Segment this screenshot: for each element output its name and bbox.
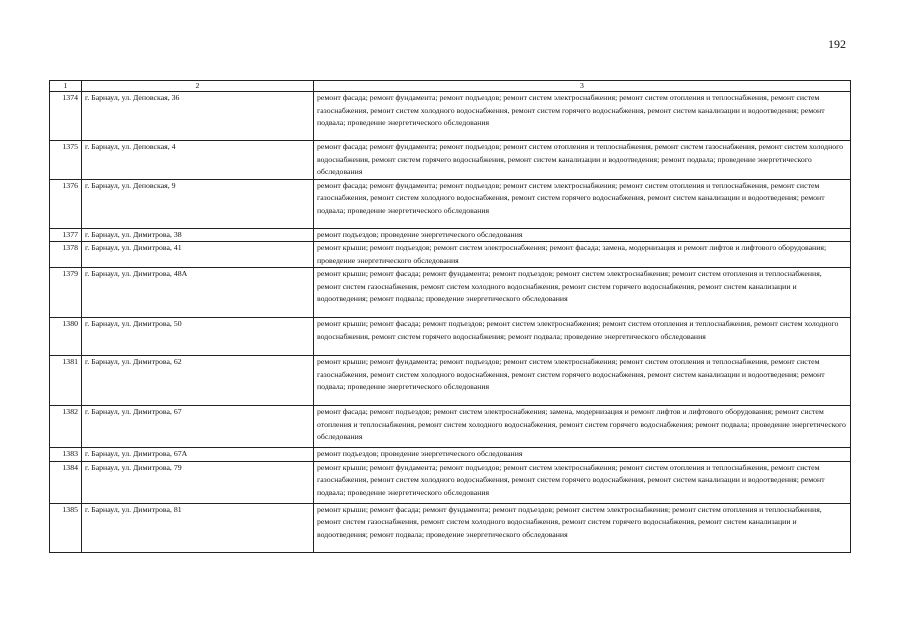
table-row [50,141,851,180]
row-works-cell: ремонт крыши; ремонт фасада; ремонт фундамента; ремонт подъездов; ремонт систем электроснабжения; ремонт систем отопления и теплоснабжения, ремонт систем газоснабжения, ремонт систем холодного водоснабжения, ремонт систем горячего водоснабжения, ремонт систем канализации и водоотведения; ремонт подвала; проведение энергетического обследования [314,268,851,318]
row-number-cell: 1375 [50,141,82,180]
table-row [50,448,851,462]
table-row [50,242,851,268]
row-address-cell: г. Барнаул, ул. Димитрова, 41 [82,242,314,268]
row-address-cell: г. Барнаул, ул. Димитрова, 48А [82,268,314,318]
row-number-cell: 1379 [50,268,82,318]
row-number-cell: 1382 [50,406,82,448]
row-works-cell: ремонт фасада; ремонт подъездов; ремонт систем электроснабжения; замена, модернизация и ремонт лифтов и лифтового оборудования; ремонт систем отопления и теплоснабжения, ремонт систем холодного водоснабжения, ремонт систем горячего водоснабжения; ремонт подвала; проведение энергетического обследования [314,406,851,448]
row-number-cell: 1381 [50,356,82,406]
row-address-cell: г. Барнаул, ул. Деповская, 4 [82,141,314,180]
table-header-row [50,81,851,92]
table-row [50,406,851,448]
header-cell-address: 2 [82,81,314,92]
row-address-cell: г. Барнаул, ул. Димитрова, 62 [82,356,314,406]
row-works-cell: ремонт подъездов; проведение энергетического обследования [314,448,851,462]
table-row [50,503,851,552]
row-address-cell: г. Барнаул, ул. Димитрова, 81 [82,503,314,552]
table-body [50,81,851,553]
row-number-cell: 1383 [50,448,82,462]
row-address-cell: г. Барнаул, ул. Деповская, 9 [82,179,314,228]
table-row [50,179,851,228]
row-address-cell: г. Барнаул, ул. Димитрова, 67А [82,448,314,462]
row-number-cell: 1377 [50,228,82,242]
header-cell-number: 1 [50,81,82,92]
row-number-cell: 1385 [50,503,82,552]
row-address-cell: г. Барнаул, ул. Димитрова, 38 [82,228,314,242]
row-works-cell: ремонт крыши; ремонт фасада; ремонт подъездов; ремонт систем электроснабжения; ремонт систем отопления и теплоснабжения, ремонт систем холодного водоснабжения, ремонт систем горячего водоснабжения; ремонт подвала; проведение энергетического обследования [314,318,851,356]
row-works-cell: ремонт крыши; ремонт подъездов; ремонт систем электроснабжения; ремонт фасада; замена, модернизация и ремонт лифтов и лифтового оборудования; проведение энергетического обследования [314,242,851,268]
row-address-cell: г. Барнаул, ул. Димитрова, 67 [82,406,314,448]
row-works-cell: ремонт крыши; ремонт фундамента; ремонт подъездов; ремонт систем электроснабжения; ремонт систем отопления и теплоснабжения, ремонт систем газоснабжения, ремонт систем холодного водоснабжения, ремонт систем горячего водоснабжения, ремонт систем канализации и водоотведения; ремонт подвала; проведение энергетического обследования [314,461,851,503]
table-row [50,318,851,356]
row-number-cell: 1380 [50,318,82,356]
table-row [50,461,851,503]
row-number-cell: 1374 [50,92,82,141]
row-works-cell: ремонт крыши; ремонт фундамента; ремонт подъездов; ремонт систем электроснабжения; ремонт систем отопления и теплоснабжения, ремонт систем газоснабжения, ремонт систем холодного водоснабжения, ремонт систем горячего водоснабжения, ремонт систем канализации и водоотведения; ремонт подвала; проведение энергетического обследования [314,356,851,406]
header-cell-works: 3 [314,81,851,92]
table-row [50,356,851,406]
row-works-cell: ремонт фасада; ремонт фундамента; ремонт подъездов; ремонт систем электроснабжения; ремонт систем отопления и теплоснабжения, ремонт систем газоснабжения, ремонт систем холодного водоснабжения, ремонт систем горячего водоснабжения, ремонт систем канализации и водоотведения; ремонт подвала; проведение энергетического обследования [314,92,851,141]
row-number-cell: 1384 [50,461,82,503]
row-number-cell: 1376 [50,179,82,228]
housing-repair-table [49,80,851,553]
table-row [50,92,851,141]
page-number: 192 [828,37,846,51]
row-address-cell: г. Барнаул, ул. Деповская, 36 [82,92,314,141]
row-works-cell: ремонт фасада; ремонт фундамента; ремонт подъездов; ремонт систем электроснабжения; ремонт систем отопления и теплоснабжения, ремонт систем газоснабжения, ремонт систем холодного водоснабжения, ремонт систем горячего водоснабжения, ремонт систем канализации и водоотведения; ремонт подвала; проведение энергетического обследования [314,179,851,228]
table-row [50,268,851,318]
row-works-cell: ремонт крыши; ремонт фасада; ремонт фундамента; ремонт подъездов; ремонт систем электроснабжения; ремонт систем отопления и теплоснабжения, ремонт систем газоснабжения, ремонт систем холодного водоснабжения, ремонт систем горячего водоснабжения, ремонт систем канализации и водоотведения; ремонт подвала; проведение энергетического обследования [314,503,851,552]
table-row [50,228,851,242]
row-works-cell: ремонт подъездов; проведение энергетического обследования [314,228,851,242]
row-number-cell: 1378 [50,242,82,268]
row-address-cell: г. Барнаул, ул. Димитрова, 50 [82,318,314,356]
row-works-cell: ремонт фасада; ремонт фундамента; ремонт подъездов; ремонт систем отопления и теплоснабжения, ремонт систем газоснабжения, ремонт систем холодного водоснабжения, ремонт систем горячего водоснабжения, ремонт систем канализации и водоотведения; ремонт подвала; проведение энергетического обследования [314,141,851,180]
row-address-cell: г. Барнаул, ул. Димитрова, 79 [82,461,314,503]
